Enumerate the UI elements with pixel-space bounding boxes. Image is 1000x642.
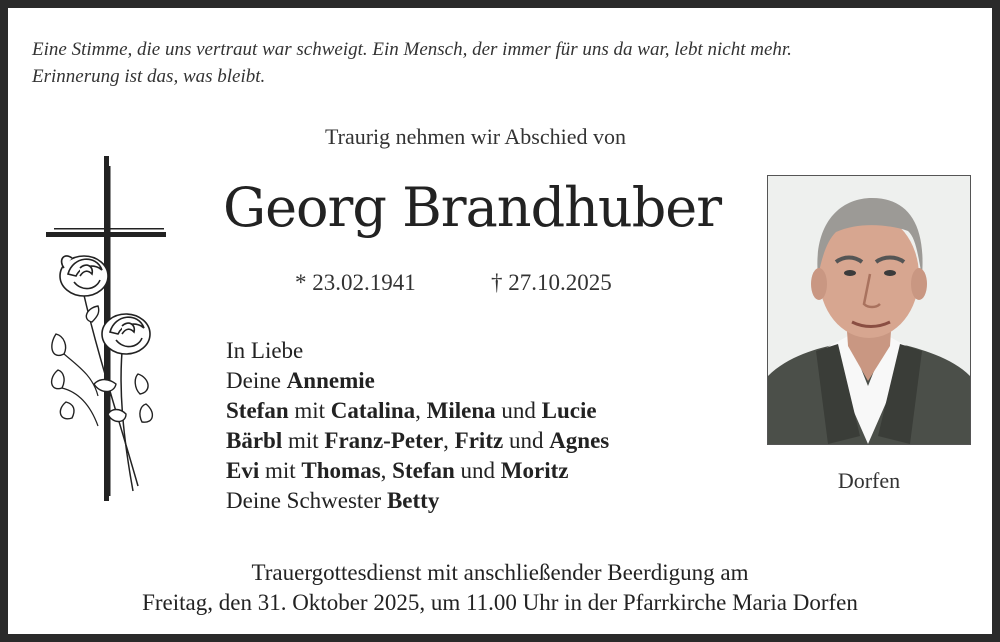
family-name: Agnes: [549, 428, 610, 453]
family-name: Thomas: [301, 458, 381, 483]
family-connector: und: [495, 398, 542, 423]
family-name: Stefan: [392, 458, 455, 483]
family-name: Lucie: [541, 398, 597, 423]
family-name: Stefan: [226, 398, 289, 423]
family-connector: ,: [443, 428, 455, 453]
family-name: Moritz: [500, 458, 569, 483]
family-connector: mit: [282, 428, 325, 453]
family-name: Annemie: [286, 368, 375, 393]
portrait-illustration: [768, 176, 970, 444]
family-name: Bärbl: [226, 428, 283, 453]
family-line-1: [226, 336, 609, 366]
family-list: [226, 336, 609, 516]
family-connector: mit: [288, 398, 331, 423]
family-name: Fritz: [454, 428, 504, 453]
death-date: † 27.10.2025: [491, 270, 612, 295]
family-prefix: Deine Schwester: [226, 488, 387, 513]
family-name: Franz-Peter: [324, 428, 444, 453]
in-love-text: In Liebe: [226, 338, 304, 363]
family-line-6: [226, 486, 609, 516]
portrait-photo: [767, 175, 971, 445]
memorial-quote: [32, 36, 792, 90]
family-connector: und: [454, 458, 501, 483]
family-connector: mit: [259, 458, 302, 483]
farewell-intro: Traurig nehmen wir Abschied von: [324, 124, 627, 149]
family-name: Evi: [226, 458, 260, 483]
residence-place: Dorfen: [837, 468, 901, 493]
family-connector: ,: [380, 458, 393, 483]
quote-line-1: Eine Stimme, die uns vertraut war schweigt. Ein Mensch, der immer für uns da war, lebt nicht mehr.: [32, 39, 792, 60]
family-line-5: [226, 456, 609, 486]
deceased-name: Georg Brandhuber: [222, 176, 722, 239]
funeral-service-info: [8, 558, 992, 618]
family-line-2: [226, 366, 609, 396]
notice-inner-panel: [8, 8, 992, 634]
family-name: Milena: [426, 398, 496, 423]
service-line-2: Freitag, den 31. Oktober 2025, um 11.00 Uhr in der Pfarrkirche Maria Dorfen: [142, 590, 858, 615]
service-line-1: Trauergottesdienst mit anschließender Beerdigung am: [251, 560, 749, 585]
family-prefix: Deine: [226, 368, 287, 393]
quote-line-2: Erinnerung ist das, was bleibt.: [32, 66, 266, 87]
family-connector: ,: [415, 398, 427, 423]
family-line-4: [226, 426, 609, 456]
family-name: Catalina: [330, 398, 416, 423]
family-name: Betty: [386, 488, 440, 513]
birth-date: * 23.02.1941: [295, 270, 416, 295]
family-connector: und: [503, 428, 550, 453]
family-line-3: [226, 396, 609, 426]
